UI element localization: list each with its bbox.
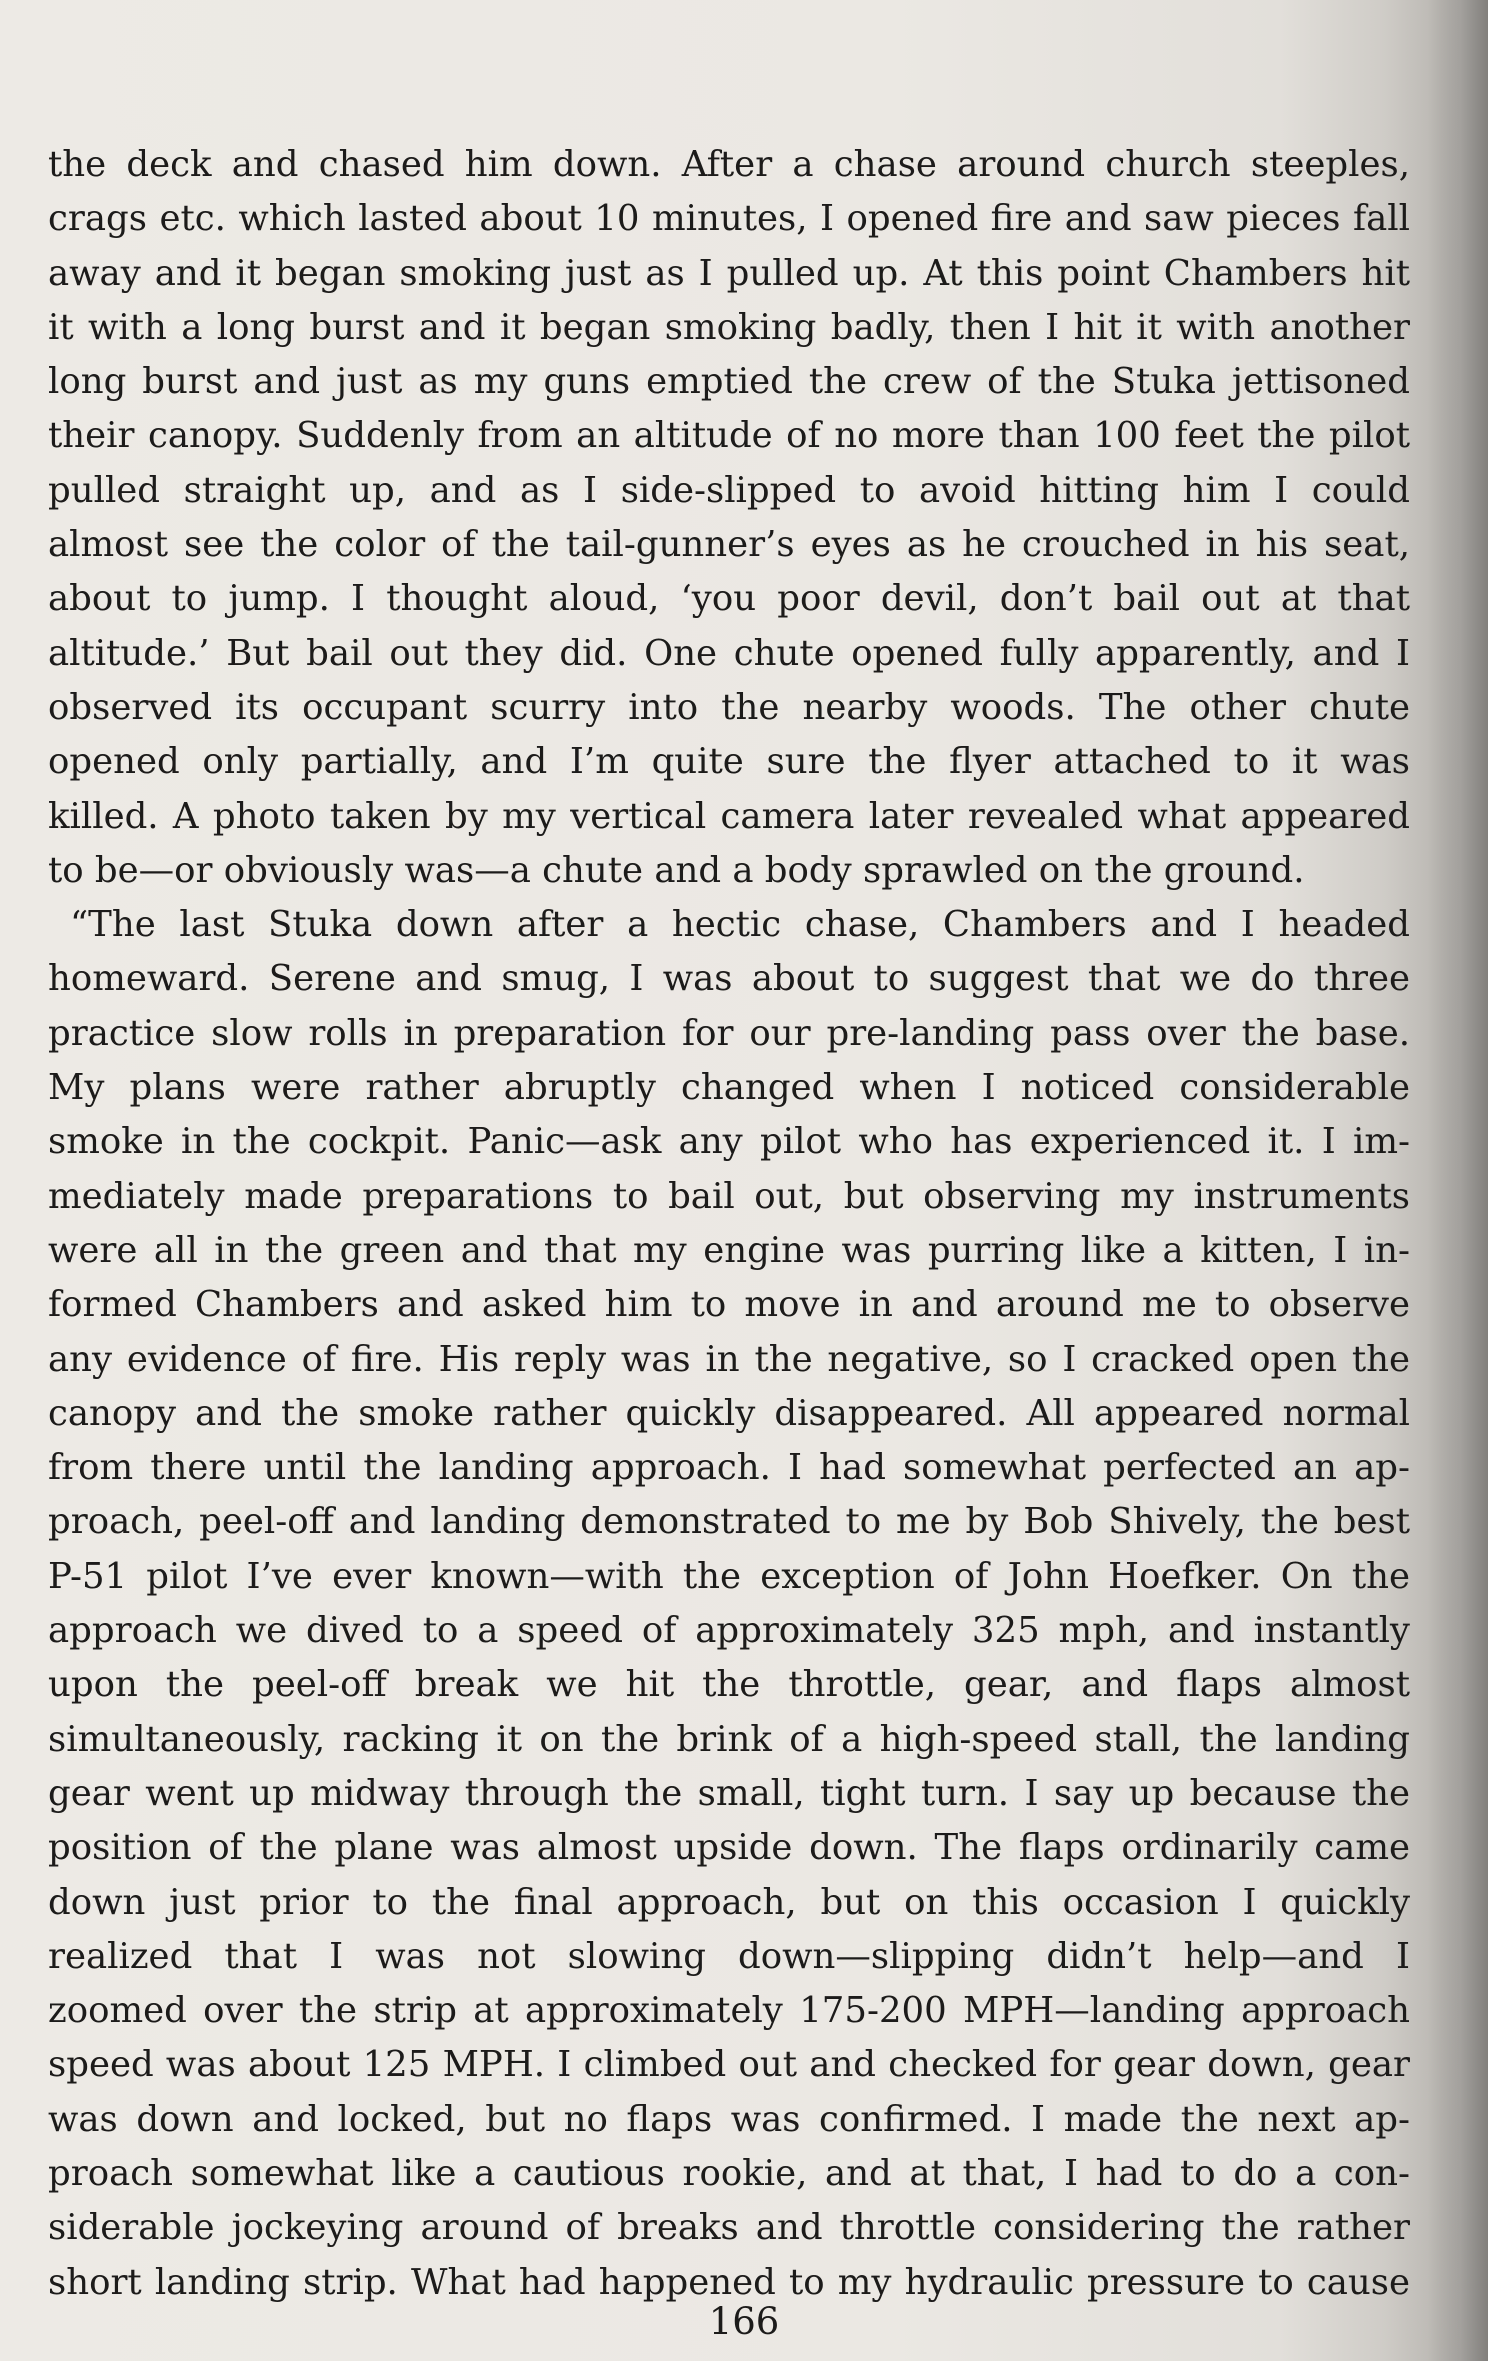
text-line: pulled straight up, and as I side-slipped to avoid hitting him I could [48, 469, 1410, 511]
page-binding-shadow [1428, 0, 1488, 2361]
text-line: My plans were rather abruptly changed when I noticed considerable [48, 1067, 1410, 1109]
text-line: was down and locked, but no flaps was confirmed. I made the next ap- [48, 2098, 1410, 2140]
text-line: homeward. Serene and smug, I was about to suggest that we do three [48, 958, 1410, 1000]
text-line: zoomed over the strip at approximately 175-200 MPH—landing approach [48, 1990, 1410, 2032]
text-line: canopy and the smoke rather quickly disappeared. All appeared normal [48, 1392, 1410, 1434]
text-line: siderable jockeying around of breaks and throttle considering the rather [48, 2207, 1410, 2249]
text-line: their canopy. Suddenly from an altitude of no more than 100 feet the pilot [48, 415, 1410, 457]
text-line: any evidence of fire. His reply was in the negative, so I cracked open the [48, 1338, 1410, 1380]
body-text [48, 138, 1410, 2310]
text-line: the deck and chased him down. After a chase around church steeples, [48, 144, 1410, 185]
text-line: observed its occupant scurry into the nearby woods. The other chute [48, 686, 1410, 728]
text-line: speed was about 125 MPH. I climbed out and checked for gear down, gear [48, 2044, 1410, 2086]
text-line: down just prior to the final approach, but on this occasion I quickly [48, 1881, 1410, 1923]
text-line: it with a long burst and it began smoking badly, then I hit it with another [48, 306, 1410, 348]
text-line: smoke in the cockpit. Panic—ask any pilot who has experienced it. I im- [48, 1121, 1410, 1163]
text-line: mediately made preparations to bail out, but observing my instruments [48, 1175, 1410, 1217]
text-line: away and it began smoking just as I pulled up. At this point Chambers hit [48, 252, 1410, 294]
text-line: practice slow rolls in preparation for our pre-landing pass over the base. [48, 1012, 1410, 1054]
text-line: long burst and just as my guns emptied the crew of the Stuka jettisoned [48, 361, 1410, 403]
text-line: from there until the landing approach. I had somewhat perfected an ap- [48, 1447, 1410, 1489]
text-line: almost see the color of the tail-gunner’s eyes as he crouched in his seat, [48, 524, 1410, 566]
text-line: crags etc. which lasted about 10 minutes, I opened fire and saw pieces fall [48, 198, 1410, 240]
text-line: approach we dived to a speed of approximately 325 mph, and instantly [48, 1610, 1410, 1652]
text-line: altitude.’ But bail out they did. One chute opened fully apparently, and I [48, 632, 1410, 674]
text-line: to be—or obviously was—a chute and a body sprawled on the ground. [48, 849, 1305, 891]
text-line: position of the plane was almost upside down. The flaps ordinarily came [48, 1827, 1410, 1869]
text-line: upon the peel-off break we hit the throttle, gear, and flaps almost [48, 1664, 1410, 1706]
text-line: simultaneously, racking it on the brink of a high-speed stall, the landing [48, 1718, 1410, 1760]
page-number: 166 [708, 2300, 780, 2343]
text-line: proach somewhat like a cautious rookie, and at that, I had to do a con- [48, 2152, 1410, 2194]
text-line: P-51 pilot I’ve ever known—with the exception of John Hoefker. On the [48, 1555, 1410, 1597]
text-line: killed. A photo taken by my vertical camera later revealed what appeared [48, 795, 1410, 837]
text-line: short landing strip. What had happened to my hydraulic pressure to cause [48, 2261, 1410, 2303]
text-line: gear went up midway through the small, tight turn. I say up because the [48, 1772, 1410, 1814]
text-line: opened only partially, and I’m quite sure the flyer attached to it was [48, 741, 1410, 783]
text-line: were all in the green and that my engine was purring like a kitten, I in- [48, 1229, 1410, 1271]
text-line: realized that I was not slowing down—slipping didn’t help—and I [48, 1935, 1410, 1977]
text-line: “The last Stuka down after a hectic chase, Chambers and I headed [70, 904, 1410, 946]
text-line: about to jump. I thought aloud, ‘you poor devil, don’t bail out at that [48, 578, 1410, 620]
text-line: proach, peel-off and landing demonstrated to me by Bob Shively, the best [48, 1501, 1410, 1543]
text-line: formed Chambers and asked him to move in and around me to observe [48, 1284, 1410, 1326]
